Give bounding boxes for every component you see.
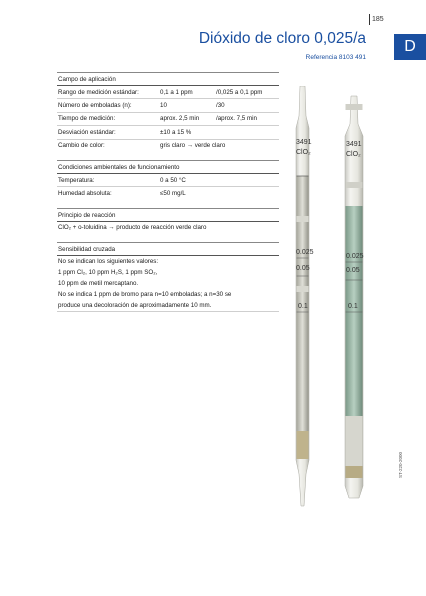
tube-left-scale: 0.025 <box>296 249 314 256</box>
cross-heading: Sensibilidad cruzada <box>58 246 116 254</box>
row-value: 0,1 a 1 ppm <box>160 88 193 96</box>
cross-line: 1 ppm Cl₂, 10 ppm H₂S, 1 ppm SO₂, <box>58 269 158 277</box>
row-value-alt: /aprox. 7,5 min <box>216 115 257 123</box>
section-tab[interactable]: D <box>394 34 426 60</box>
table-row <box>57 173 279 186</box>
row-label: Humedad absoluta: <box>58 190 112 198</box>
table-row <box>57 125 279 138</box>
row-label: Temperatura: <box>58 176 95 184</box>
row-value: gris claro → verde claro <box>160 142 226 150</box>
spec-table <box>57 72 279 312</box>
table-row <box>57 139 279 152</box>
row-value: 0 a 50 °C <box>160 176 186 184</box>
table-row <box>57 186 279 199</box>
table-row <box>57 98 279 111</box>
tube-right-label: ClO₂ <box>346 151 361 158</box>
ambient-section <box>57 160 279 200</box>
tube-left-scale: 0.05 <box>296 265 310 272</box>
tube-left-scale: 0.1 <box>298 303 308 310</box>
row-value: aprox. 2,5 min <box>160 115 200 123</box>
row-value: ≤50 mg/L <box>160 190 186 198</box>
row-value-alt: /0,025 a 0,1 ppm <box>216 88 263 96</box>
row-value: 10 <box>160 102 167 110</box>
tube-right-code: 3491 <box>346 141 362 148</box>
table-row <box>57 221 279 234</box>
reference-number: Referencia 8103 491 <box>305 54 366 61</box>
cross-line: No se indican los siguientes valores: <box>58 258 159 266</box>
figure-id: ST-220-2000 <box>398 451 403 478</box>
row-value-alt: /30 <box>216 102 225 110</box>
application-heading: Campo de aplicación <box>58 76 116 83</box>
row-value: ±10 a 15 % <box>160 128 192 136</box>
tube-right-scale: 0.1 <box>348 303 358 310</box>
row-label: Cambio de color: <box>58 142 105 150</box>
cross-line: No se indica 1 ppm de bromo para n=10 emboladas; a n=30 se <box>58 291 232 299</box>
cross-sensitivity-section <box>57 242 279 312</box>
cross-line: 10 ppm de metil mercaptano. <box>58 280 139 288</box>
tube-left-code: 3491 <box>296 139 312 146</box>
table-row <box>57 112 279 125</box>
tube-right-scale: 0.05 <box>346 267 360 274</box>
page-title: Dióxido de cloro 0,025/a <box>198 30 366 47</box>
row-label: Tiempo de medición: <box>58 115 116 123</box>
tube-right-scale: 0.025 <box>346 253 364 260</box>
ambient-heading: Condiciones ambientales de funcionamiento <box>58 163 180 171</box>
tube-left-label: ClO₂ <box>296 149 311 156</box>
detector-tubes-photo <box>288 86 392 510</box>
cross-line: produce una decoloración de aproximadamente 10 mm. <box>58 302 212 310</box>
reaction-heading: Principio de reacción <box>58 211 116 219</box>
page-number: 185 <box>372 16 384 23</box>
row-label: Rango de medición estándar: <box>58 88 139 96</box>
page-number-bar <box>369 14 370 25</box>
row-label: Número de emboladas (n): <box>58 102 132 110</box>
application-section <box>57 72 279 152</box>
reaction-text: ClO₂ + o-toluidina → producto de reacción verde claro <box>58 224 207 232</box>
reaction-section <box>57 208 279 234</box>
row-label: Desviación estándar: <box>58 128 116 136</box>
table-row <box>57 85 279 98</box>
